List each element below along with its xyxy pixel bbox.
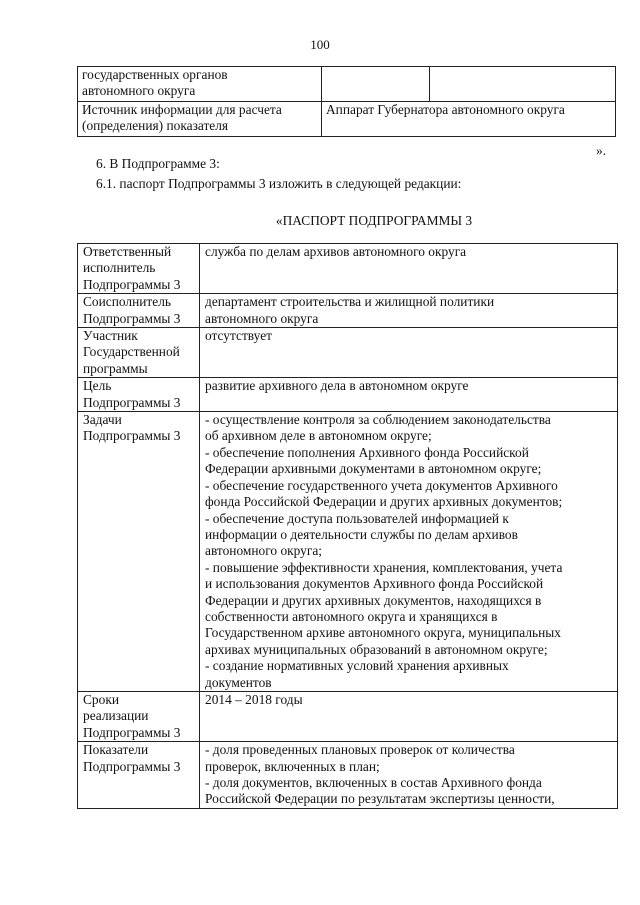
subsection-heading: 6.1. паспорт Подпрограммы 3 изложить в следующей редакции: <box>96 176 462 191</box>
page-number: 100 <box>310 37 330 52</box>
label-line: Участник <box>83 328 138 344</box>
passport-title: «ПАСПОРТ ПОДПРОГРАММЫ 3 <box>275 213 473 228</box>
value-line: департамент строительства и жилищной политики <box>205 294 495 310</box>
section-heading: 6. В Подпрограмме 3: <box>96 156 220 171</box>
table-cell-value <box>322 67 430 102</box>
indicator-table <box>77 66 616 137</box>
table-row <box>78 691 618 741</box>
label-line: реализации <box>83 708 149 724</box>
row-label <box>78 328 200 378</box>
row-value <box>200 691 618 741</box>
value-line: - доля документов, включенных в состав Архивного фонда <box>205 775 542 790</box>
label-line: исполнитель <box>83 260 156 276</box>
closing-quote: ». <box>596 143 607 158</box>
label-line: Подпрограммы 3 <box>83 310 181 326</box>
row-label <box>78 378 200 412</box>
row-value <box>200 742 618 809</box>
value-line: 2014 – 2018 годы <box>205 691 303 707</box>
table-cell-label <box>78 102 322 137</box>
value-line: - осуществление контроля за соблюдением законодательства <box>205 412 551 428</box>
value-line: и использования документов Архивного фонда Российской <box>205 576 544 592</box>
value-line: архивах муниципальных образований в автономном округе; <box>205 641 548 657</box>
value-line: - повышение эффективности хранения, комплектования, учета <box>205 559 563 575</box>
value-line: служба по делам архивов автономного округа <box>205 244 467 259</box>
row-label <box>78 742 200 809</box>
table-row <box>78 102 616 137</box>
table-row <box>78 328 618 378</box>
row-value <box>200 328 618 378</box>
value-line: Федерации архивными документами в автономном округе; <box>205 461 542 477</box>
table-row <box>78 742 618 809</box>
label-line: Сроки <box>83 691 119 707</box>
row-label <box>78 412 200 692</box>
table-cell-value <box>322 102 616 137</box>
row-label <box>78 244 200 294</box>
label-line: (определения) показателя <box>82 118 229 134</box>
value-line: Государственном архиве автономного округа, муниципальных <box>205 625 561 641</box>
table-row <box>78 378 618 412</box>
value-line: развитие архивного дела в автономном округе <box>205 378 469 394</box>
passport-table <box>77 243 618 809</box>
label-line: Цель <box>83 378 112 394</box>
table-cell-label <box>78 67 322 102</box>
label-line: Подпрограммы 3 <box>83 428 181 444</box>
row-value <box>200 244 618 294</box>
value-line: фонда Российской Федерации и других архивных документов; <box>205 494 563 510</box>
label-line: Подпрограммы 3 <box>83 724 181 740</box>
label-line: Соисполнитель <box>83 294 172 310</box>
value-line: документов <box>205 674 272 690</box>
value-line: автономного округа <box>205 310 319 326</box>
value-line: информации о деятельности службы по делам архивов <box>205 526 518 542</box>
table-row <box>78 412 618 692</box>
label-line: Подпрограммы 3 <box>83 394 181 410</box>
label-line: Государственной <box>83 344 180 360</box>
table-cell-extra <box>430 67 616 102</box>
row-label <box>78 691 200 741</box>
value-line: Российской Федерации по результатам экспертизы ценности, <box>205 791 555 807</box>
row-value <box>200 412 618 692</box>
table-row <box>78 294 618 328</box>
table-row <box>78 244 618 294</box>
label-line: Подпрограммы 3 <box>83 758 181 774</box>
source-value: Аппарат Губернатора автономного округа <box>326 102 565 117</box>
label-line: Ответственный <box>83 244 172 259</box>
table-row <box>78 67 616 102</box>
value-line: автономного округа; <box>205 543 323 559</box>
value-line: - обеспечение доступа пользователей информацией к <box>205 510 509 526</box>
value-line: об архивном деле в автономном округе; <box>205 428 432 444</box>
label-line: автономного округа <box>82 83 196 99</box>
value-line: - обеспечение государственного учета документов Архивного <box>205 477 558 493</box>
value-line: проверок, включенных в план; <box>205 758 380 774</box>
row-value <box>200 294 618 328</box>
value-line: Федерации и других архивных документов, находящихся в <box>205 592 542 608</box>
label-line: Подпрограммы 3 <box>83 276 181 292</box>
value-line: собственности автономного округа и хранящихся в <box>205 608 498 624</box>
label-line: Источник информации для расчета <box>82 102 282 117</box>
value-line: отсутствует <box>205 328 272 344</box>
label-line: государственных органов <box>82 67 228 82</box>
row-label <box>78 294 200 328</box>
value-line: - обеспечение пополнения Архивного фонда Российской <box>205 444 529 460</box>
label-line: программы <box>83 360 148 376</box>
value-line: - создание нормативных условий хранения архивных <box>205 658 509 674</box>
label-line: Задачи <box>83 412 122 428</box>
label-line: Показатели <box>83 742 149 758</box>
row-value <box>200 378 618 412</box>
value-line: - доля проведенных плановых проверок от количества <box>205 742 515 758</box>
